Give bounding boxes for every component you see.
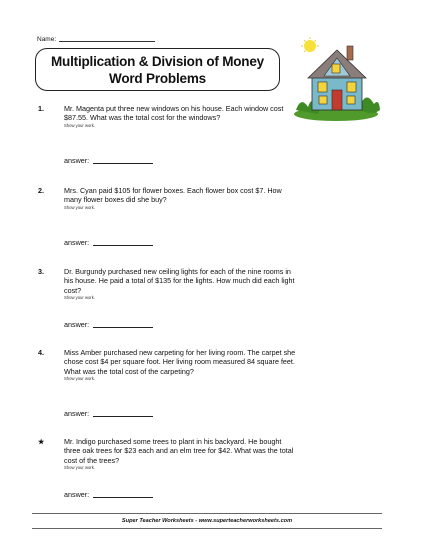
answer-blank-line[interactable] <box>93 320 153 328</box>
answer-label: answer: <box>64 238 90 247</box>
title-line-1: Multiplication & Division of Money <box>51 54 264 69</box>
footer-divider-bottom <box>32 528 382 529</box>
answer-label: answer: <box>64 156 90 165</box>
answer-row-4 <box>64 409 153 418</box>
footer-divider-top <box>32 513 382 514</box>
answer-row-1 <box>64 156 153 165</box>
name-field-row <box>37 35 155 43</box>
problem-number: 2. <box>38 186 44 195</box>
problem-number: 4. <box>38 348 44 357</box>
show-work-label: Show your work. <box>64 375 95 381</box>
star-bullet: ★ <box>38 437 45 446</box>
answer-label: answer: <box>64 490 90 499</box>
answer-row-5 <box>64 490 153 499</box>
answer-row-3 <box>64 320 153 329</box>
house-illustration <box>290 36 382 122</box>
problem-text: Miss Amber purchased new carpeting for her living room. The carpet she chose cost $4 per square foot. Her living room measured 84 square feet. What was the total cost of the carpeting? <box>64 348 296 376</box>
show-work-label: Show your work. <box>64 294 95 300</box>
answer-label: answer: <box>64 320 90 329</box>
footer-credit: Super Teacher Worksheets - www.superteacherworksheets.com <box>121 518 293 524</box>
answer-blank-line[interactable] <box>93 490 153 498</box>
show-work-label: Show your work. <box>64 464 95 470</box>
answer-label: answer: <box>64 409 90 418</box>
name-label: Name: <box>37 36 57 43</box>
problem-number: 3. <box>38 267 44 276</box>
worksheet-title-box <box>35 48 280 91</box>
title-line-2: Word Problems <box>109 71 206 86</box>
show-work-label: Show your work. <box>64 122 95 128</box>
answer-blank-line[interactable] <box>93 238 153 246</box>
answer-blank-line[interactable] <box>93 156 153 164</box>
answer-row-2 <box>64 238 153 247</box>
problem-text: Mrs. Cyan paid $105 for flower boxes. Each flower box cost $7. How many flower boxes did she buy? <box>64 186 282 205</box>
name-blank-line[interactable] <box>59 35 155 42</box>
problem-text: Dr. Burgundy purchased new ceiling lights for each of the nine rooms in his house. He paid a total of $135 for the lights. How much did each light cost? <box>64 267 295 295</box>
show-work-label: Show your work. <box>64 204 95 210</box>
sun-icon <box>304 40 316 52</box>
problem-number: 1. <box>38 104 44 113</box>
problem-text: Mr. Magenta put three new windows on his house. Each window cost $87.55. What was the total cost for the windows? <box>64 104 284 123</box>
answer-blank-line[interactable] <box>93 409 153 417</box>
problem-text: Mr. Indigo purchased some trees to plant in his backyard. He bought three oak trees for $23 each and an elm tree for $42. What was the total cost of the trees? <box>64 437 294 465</box>
